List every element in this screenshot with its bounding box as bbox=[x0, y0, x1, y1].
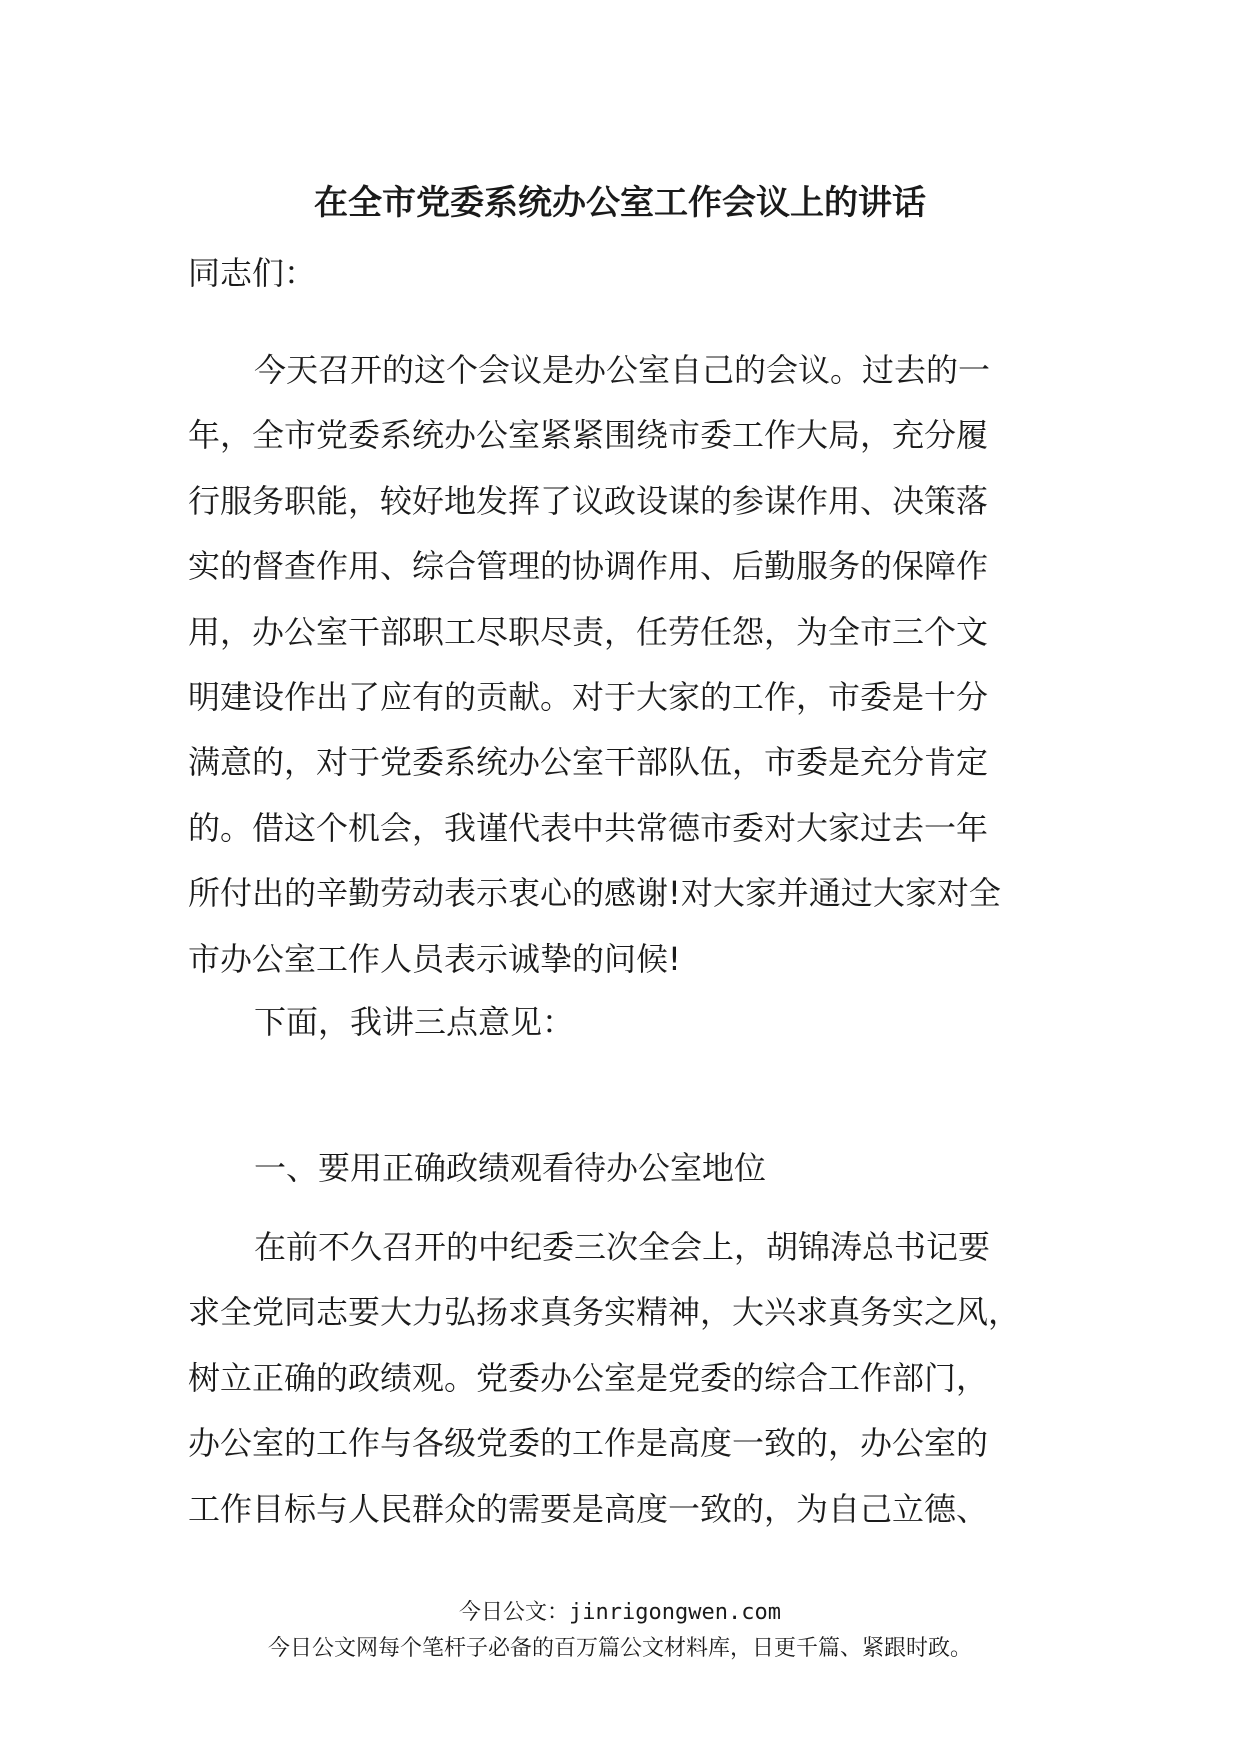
paragraph-line: 办公室的工作与各级党委的工作是高度一致的，办公室的 bbox=[188, 1424, 989, 1463]
paragraph-line: 明建设作出了应有的贡献。对于大家的工作，市委是十分 bbox=[188, 677, 989, 716]
paragraph-line: 在前不久召开的中纪委三次全会上，胡锦涛总书记要 bbox=[254, 1228, 991, 1266]
greeting: 同志们： bbox=[188, 254, 317, 292]
paragraph-line: 行服务职能，较好地发挥了议政设谋的参谋作用、决策落 bbox=[188, 481, 989, 520]
paragraph-1 bbox=[188, 338, 1068, 992]
paragraph-line: 下面，我讲三点意见： bbox=[254, 1003, 575, 1041]
paragraph-line: 的。借这个机会，我谨代表中共常德市委对大家过去一年 bbox=[188, 808, 989, 847]
paragraph-line: 满意的，对于党委系统办公室干部队伍，市委是充分肯定 bbox=[188, 743, 989, 782]
paragraph-line: 市办公室工作人员表示诚挚的问候! bbox=[188, 939, 681, 978]
footer-slogan: 今日公文网每个笔杆子必备的百万篇公文材料库，日更千篇、紧跟时政。 bbox=[267, 1636, 972, 1661]
paragraph-line: 求全党同志要大力弘扬求真务实精神，大兴求真务实之风， bbox=[188, 1293, 1021, 1332]
paragraph-line: 工作目标与人民群众的需要是高度一致的，为自己立德、 bbox=[188, 1489, 989, 1528]
paragraph-line: 实的督查作用、综合管理的协调作用、后勤服务的保障作 bbox=[188, 547, 989, 586]
footer-site-label: 今日公文： bbox=[459, 1600, 570, 1625]
paragraph-line: 树立正确的政绩观。党委办公室是党委的综合工作部门， bbox=[188, 1358, 989, 1397]
paragraph-line: 年，全市党委系统办公室紧紧围绕市委工作大局，充分履 bbox=[188, 416, 989, 455]
paragraph-2 bbox=[188, 990, 1068, 1055]
paragraph-line: 今天召开的这个会议是办公室自己的会议。过去的一 bbox=[254, 351, 991, 389]
paragraph-3 bbox=[188, 1215, 1068, 1542]
paragraph-line: 所付出的辛勤劳动表示衷心的感谢!对大家并通过大家对全 bbox=[188, 874, 1001, 913]
footer-site-url[interactable]: jinrigongwen.com bbox=[569, 1600, 781, 1625]
section-heading: 一、要用正确政绩观看待办公室地位 bbox=[254, 1149, 767, 1187]
footer-site bbox=[0, 1598, 1240, 1628]
paragraph-line: 用，办公室干部职工尽职尽责，任劳任怨，为全市三个文 bbox=[188, 612, 989, 651]
document-title: 在全市党委系统办公室工作会议上的讲话 bbox=[314, 183, 926, 223]
